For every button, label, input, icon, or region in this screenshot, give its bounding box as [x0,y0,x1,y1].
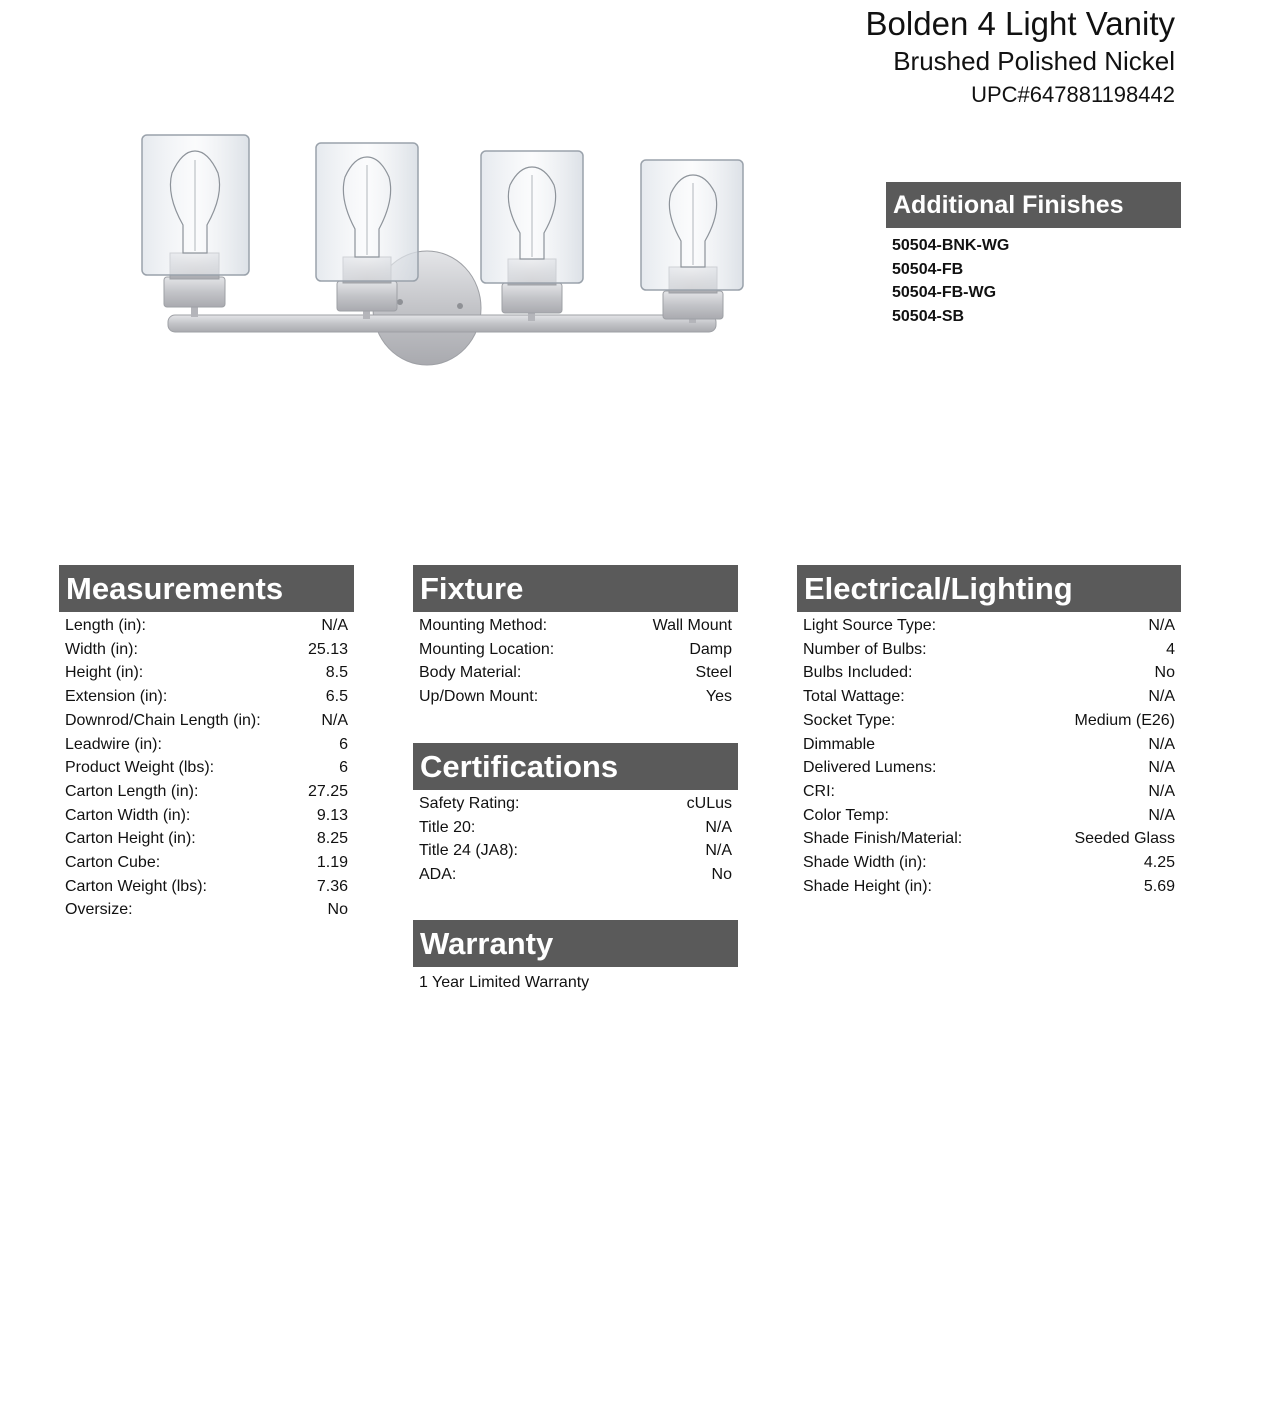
measurements-rows [59,612,354,922]
spec-row [803,804,1175,828]
spec-value: No [711,866,732,884]
spec-value: Seeded Glass [1074,830,1175,848]
spec-label: Total Wattage: [803,688,905,706]
spec-label: ADA: [419,866,457,884]
spec-row [803,661,1175,685]
spec-value: 25.13 [307,640,348,658]
spec-value: N/A [705,818,732,836]
spec-value: N/A [1148,617,1175,634]
product-finish: Brushed Polished Nickel [893,46,1175,76]
spec-value: Wall Mount [652,617,732,634]
spec-value: 1.19 [316,854,348,872]
spec-row [65,827,348,851]
spec-label: Safety Rating: [419,795,520,812]
additional-finishes-list [886,228,1181,329]
spec-row [803,733,1175,757]
spec-value: N/A [1148,759,1175,777]
spec-value: 9.13 [316,806,348,824]
spec-label: Carton Weight (lbs): [65,877,207,895]
electrical-panel [797,565,1181,898]
spec-row [803,756,1175,780]
spec-label: Product Weight (lbs): [65,759,215,777]
spec-value: N/A [1148,735,1175,753]
spec-label: Bulbs Included: [803,664,913,682]
spec-label: Dimmable [803,735,876,753]
spec-value: N/A [1148,806,1175,824]
spec-value: 7.36 [316,877,348,895]
spec-label: Light Source Type: [803,617,937,634]
spec-label: Title 20: [419,818,476,836]
spec-row [803,614,1175,638]
spec-value: 6 [339,735,348,753]
spec-value: 4.25 [1143,854,1175,872]
spec-value: Damp [689,640,732,658]
spec-label: Number of Bulbs: [803,640,927,658]
spec-label: Up/Down Mount: [419,688,539,706]
fixture-panel [413,565,738,709]
finish-item: 50504-BNK-WG [892,237,1010,254]
product-title: Bolden 4 Light Vanity [865,5,1175,42]
spec-label: Carton Height (in): [65,830,196,848]
spec-row [803,851,1175,875]
spec-row [65,709,348,733]
spec-row [65,733,348,757]
spec-row [419,614,732,638]
spec-value: Medium (E26) [1074,711,1175,729]
finish-item: 50504-FB-WG [892,284,997,302]
spec-label: Color Temp: [803,806,889,824]
fixture-rows [413,612,738,709]
spec-value: Yes [705,688,732,706]
spec-value: N/A [321,617,348,634]
spec-label: Extension (in): [65,688,168,706]
spec-row [803,780,1175,804]
spec-value: N/A [321,711,348,729]
spec-label: Shade Height (in): [803,877,932,895]
spec-value: 5.69 [1143,877,1175,895]
spec-row [803,827,1175,851]
spec-label: Height (in): [65,664,144,682]
spec-row [803,875,1175,899]
spec-label: Carton Cube: [65,854,161,872]
warranty-header: Warranty [413,920,738,967]
spec-value: cULus [686,795,732,812]
spec-value: N/A [1148,688,1175,706]
warranty-text: 1 Year Limited Warranty [419,974,590,991]
spec-value: N/A [705,842,732,860]
spec-value: 8.5 [325,664,348,682]
spec-row [65,661,348,685]
spec-label: Carton Length (in): [65,782,199,800]
spec-label: Body Material: [419,664,522,682]
spec-label: Shade Width (in): [803,854,927,872]
spec-row [65,898,348,922]
spec-row [419,816,732,840]
spec-label: Width (in): [65,640,138,658]
spec-label: Mounting Location: [419,640,555,658]
spec-label: Socket Type: [803,711,896,729]
spec-row [419,661,732,685]
spec-row [803,638,1175,662]
spec-row [65,804,348,828]
certifications-panel [413,743,738,887]
spec-label: Oversize: [65,901,133,919]
spec-value: Steel [695,664,732,682]
spec-row [419,839,732,863]
warranty-panel [413,920,738,995]
spec-row [65,875,348,899]
measurements-header: Measurements [59,565,354,612]
spec-row [803,685,1175,709]
spec-value: N/A [1148,782,1175,800]
spec-value: 8.25 [316,830,348,848]
spec-label: Title 24 (JA8): [419,842,518,860]
spec-label: Delivered Lumens: [803,759,937,777]
finish-item: 50504-FB [892,260,964,278]
spec-row [419,685,732,709]
spec-label: Shade Finish/Material: [803,830,963,848]
additional-finishes-header: Additional Finishes [886,182,1181,228]
spec-row [65,851,348,875]
product-title-block [866,4,1175,110]
spec-value: 6.5 [325,688,348,706]
product-upc: UPC#647881198442 [971,82,1175,107]
spec-value: 4 [1166,640,1175,658]
vanity-light-image [130,125,760,375]
spec-row [65,756,348,780]
spec-row [65,685,348,709]
spec-label: Leadwire (in): [65,735,162,753]
electrical-header: Electrical/Lighting [797,565,1181,612]
spec-row [419,792,732,816]
spec-row [65,614,348,638]
certifications-rows [413,790,738,887]
spec-value: No [327,901,348,919]
measurements-panel [59,565,354,922]
fixture-header: Fixture [413,565,738,612]
electrical-rows [797,612,1181,898]
spec-value: 27.25 [307,782,348,800]
spec-label: Mounting Method: [419,617,548,634]
spec-label: Length (in): [65,617,146,634]
spec-row [419,638,732,662]
spec-label: Downrod/Chain Length (in): [65,711,261,729]
spec-label: Carton Width (in): [65,806,191,824]
spec-value: No [1154,664,1175,682]
spec-label: CRI: [803,782,835,800]
certifications-header: Certifications [413,743,738,790]
spec-value: 6 [339,759,348,777]
finish-item: 50504-SB [892,308,965,326]
spec-row [803,709,1175,733]
spec-row [419,863,732,887]
spec-row [65,780,348,804]
additional-finishes-panel [886,182,1181,329]
spec-row [65,638,348,662]
